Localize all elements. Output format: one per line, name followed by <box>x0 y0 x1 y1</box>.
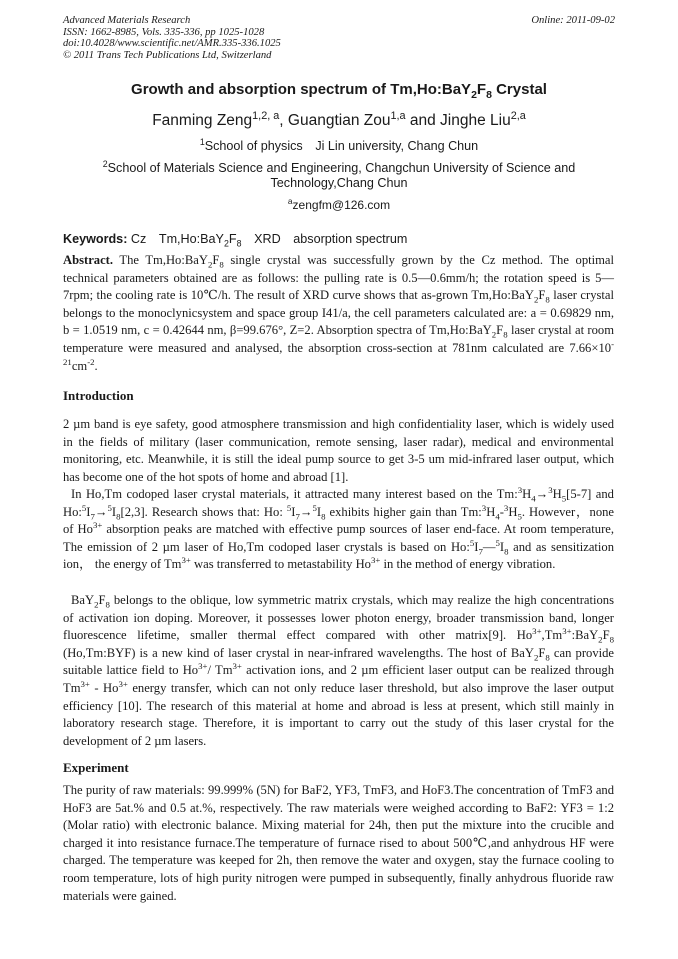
journal-copyright: © 2011 Trans Tech Publications Ltd, Switzerland <box>63 49 272 61</box>
paper-title: Growth and absorption spectrum of $Tm,Ho:BaY_2F_8$ Crystal <box>131 81 547 101</box>
journal-header <box>63 15 281 61</box>
journal-name: Advanced Materials Research <box>63 15 191 26</box>
introduction-paragraph-2: In Ho,Tm codoped laser crystal materials, it attracted many interest based on the $Tm:^3H_4\to^3H_5[5-7]$ and $Ho:^5I_7\to^5I_8[2,3]$. Research shows that: Ho: $^5I_7\to^5I_8$ exhibits higher gain than $Tm:^3H_4-^3H_5$. However，none of $Ho^{3+}$ absorption peaks are matched with effective pump sources of laser end-face. At room temperature, The emission of 2 µm laser of Ho,Tm codoped laser crystals is based on $Ho:^5I_7—^5I_8$ and as sensitization ion， the energy of $Tm^{3+}$ was transferred to metastability $Ho^{3+}$ in the method of energy vibration. <box>63 484 615 572</box>
journal-issn: ISSN: 1662-8985, Vols. 335-336, pp 1025-1028 <box>63 26 265 38</box>
experiment-paragraph-1: The purity of raw materials: 99.999% (5N) for BaF2, YF3, TmF3, and HoF3.The concentration of TmF3 and HoF3 are 5at.% and 0.5 at.%, respectively. The raw materials were weighed according to BaF2: YF3 = 1:2 (Molar ratio) with electronic balance. Mixing material for 24h, then put the mixture into the crucible and charged it into resistance furnace.The temperature of furnace rised to about 500℃,and anhydrous HF were charged. The temperature was keeped for 2h, then remove the water and oxygen, stay the furnace cooling to room temperature, lots of high purity nitrogen were pumped in subsequently, finally anhydrous fluoride raw materials were gained. <box>63 783 614 903</box>
author-liu: and Jinghe Liu <box>409 112 511 129</box>
keywords-label: Keywords: <box>63 232 128 246</box>
introduction-paragraph-3: $BaY_2F_8$ belongs to the oblique, low symmetric matrix crystals, which may realize the high concentrations of activation ion doping. Moreover, it possesses lower photon energy, broader transmission band, longer fluorescence lifetime, smaller thermal effect compared with other matrix[9]. $Ho^{3+},Tm^{3+}:BaY_2F_8$ (Ho,Tm:BYF) is a new kind of laser crystal in near-infrared wavelengths. The host of $BaY_2F_8$ can provide suitable lattice field to $Ho^{3+}/$ $Tm^{3+}$ activation ions, and 2 µm efficient laser output can be realized through $Tm^{3+} - Ho^{3+}$ energy transfer, which can not only reduce laser threshold, but also improve the laser output efficiency [10]. The research of this material at home and abroad is less at present, which still mainly in laboratory research stage. Therefore, it is important to carry out the study of this laser crystal for the development of 2 µm lasers. <box>63 593 615 748</box>
keywords: Keywords: Cz $Tm,Ho:BaY_2F_8$ XRD absorption spectrum <box>63 232 408 249</box>
author-email: $^a$zengfm@126.com <box>287 196 391 212</box>
author-zeng: Fanming Zeng <box>152 112 253 129</box>
introduction-paragraph-1: 2 µm band is eye safety, good atmosphere transmission and high confidentiality laser, which is widely used in the fields of military (laser communication, remote sensing, laser radar), medical and environmental monitoring, etc. Meanwhile, it is still the ideal pump source to get 3-5 um mid-infrared laser output, which has become one of the hot spots of home and abroad [1]. <box>63 417 614 484</box>
abstract: Abstract. The $Tm,Ho:BaY_2F_8$ single crystal was successfully grown by the Cz method. The optimal technical parameters obtained are as follows: the pulling rate is 0.5—0.6mm/h; the rotation speed is 5—7rpm; the cooling rate is 10℃/h. The result of XRD curve shows that as-grown $Tm,Ho:BaY_2F_8$ laser crystal belongs to the monoclynicsystem and space group I41/a, the cell parameters calculated are: a = 0.69829 nm, b = 1.0519 nm, c = 0.42644 nm, β=99.676°, Z=2. Absorption spectra of $Tm,Ho:BaY_2F_8$ laser crystal at room temperature were measured and analysed, the absorption cross-section at 781nm calculated are $7.66\times 10^{-21}cm^{-2}$. <box>63 253 615 373</box>
author-zou: , Guangtian Zou <box>279 112 391 129</box>
abstract-label: Abstract. <box>63 253 114 267</box>
affiliation-1: $^1$School of physics Ji Lin university, Chang Chun <box>199 136 479 153</box>
affiliation-2: $^2$School of Materials Science and Engineering, Changchun University of Science and Technology,Chang Chun <box>102 158 576 190</box>
online-date: Online: 2011-09-02 <box>531 15 615 26</box>
experiment-heading: Experiment <box>63 760 129 775</box>
introduction-heading: Introduction <box>63 388 134 403</box>
author-list: Fanming Zeng$^{1,2, a}$, Guangtian Zou$^{1,a}$ and Jinghe Liu$^{2,a}$ <box>152 109 526 129</box>
journal-doi: doi:10.4028/www.scientific.net/AMR.335-336.1025 <box>63 38 281 50</box>
